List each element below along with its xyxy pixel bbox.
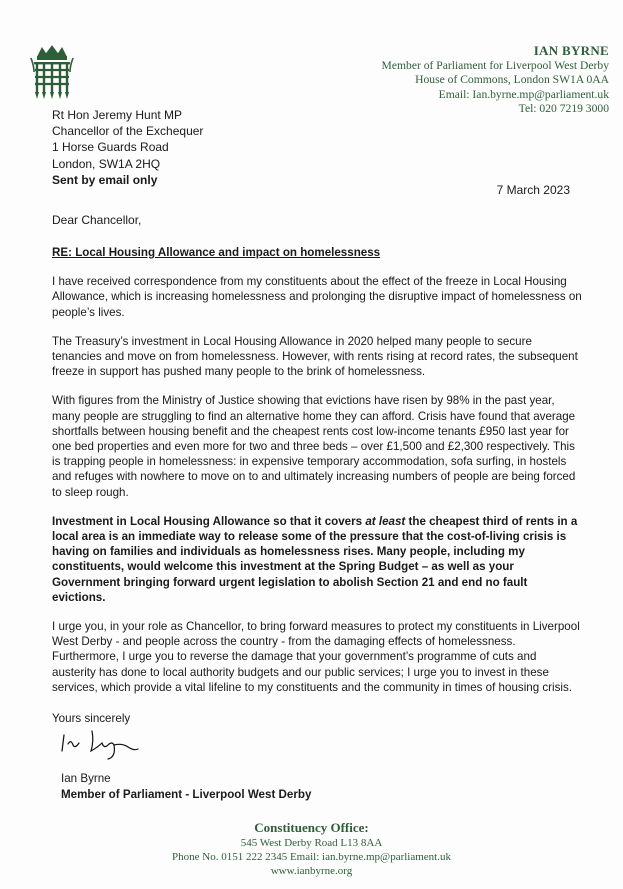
footer-heading: Constituency Office:	[254, 820, 369, 835]
recipient-line: Rt Hon Jeremy Hunt MP	[52, 108, 183, 122]
sender-role: Member of Parliament for Liverpool West Derby	[381, 58, 609, 72]
signoff-block	[61, 771, 311, 803]
sender-tel: Tel: 020 7219 3000	[518, 102, 609, 116]
signoff-name: Ian Byrne	[61, 772, 111, 785]
footer-contact[interactable]: Phone No. 0151 222 2345 Email: ian.byrne.mp@parliament.uk	[172, 851, 451, 863]
constituency-office-footer	[0, 819, 623, 878]
paragraph-2: The Treasury’s investment in Local Housing Allowance in 2020 helped many people to secure tenancies and move on from homelessness. However, with rents rising at record rates, the subsequent freeze in support has pushed many people to the brink of homelessness.	[52, 334, 578, 379]
paragraph-1: I have received correspondence from my constituents about the effect of the freeze in Local Housing Allowance, which is increasing homelessness and prolonging the disruptive impact of homelessness on people’s lives.	[52, 275, 582, 319]
salutation: Dear Chancellor,	[52, 213, 142, 227]
paragraph-3: With figures from the Ministry of Justice showing that evictions have risen by 98% in the past year, many people are struggling to find an alternative home they can afford. Crisis have found that average shortfalls between housing benefit and the cheapest rents cost low-income tenants £950 last year for one bed properties and even more for two and three beds – over £1,500 and £2,300 respectively. This is trapping people in homelessness: in expensive temporary accommodation, sofa surfing, in hostels and refuges with nowhere to move on to and ultimately increasing numbers of people are being forced to sleep rough.	[52, 394, 576, 499]
recipient-line: London, SW1A 2HQ	[52, 156, 161, 171]
paragraph-4-start: Investment in Local Housing Allowance so that it covers	[52, 514, 366, 528]
footer-address: 545 West Derby Road L13 8AA	[240, 837, 383, 849]
subject-line: RE: Local Housing Allowance and impact on homelessness	[52, 246, 381, 259]
paragraph-4	[52, 514, 582, 605]
sender-block	[382, 44, 609, 117]
recipient-address	[52, 107, 203, 188]
paragraph-4-emphasis: at least	[365, 514, 406, 528]
recipient-line: Chancellor of the Exchequer	[52, 124, 204, 139]
letter-date: 7 March 2023	[496, 183, 570, 197]
footer-website[interactable]: www.ianbyrne.org	[270, 865, 353, 877]
portcullis-icon	[28, 44, 76, 102]
delivery-note: Sent by email only	[52, 172, 158, 187]
paragraph-4-end: the cheapest third of rents in a local area is an immediate way to release some of the pressure that the cost-of-living crisis is having on families and individuals as homelessness rises. Many people, including my constituents, would welcome this investment at the Spring Budget – as well as your Government bringing forward urgent legislation to abolish Section 21 and end no fault evictions.	[52, 514, 578, 604]
closing: Yours sincerely	[52, 712, 131, 725]
signoff-title: Member of Parliament - Liverpool West Derby	[61, 788, 312, 801]
paragraph-5: I urge you, in your role as Chancellor, to bring forward measures to protect my constituents in Liverpool West Derby - and people across the country - from the damaging effects of homelessness. Furthermore, I urge you to reverse the damage that your government’s programme of cuts and austerity has done to local authority budgets and our public services; I urge you to invest in these services, which provide a vital lifeline to my constituents and the community in times of housing crisis.	[52, 620, 580, 694]
letter-body	[52, 245, 582, 709]
sender-email[interactable]: Email: Ian.byrne.mp@parliament.uk	[438, 87, 609, 101]
sender-name: IAN BYRNE	[533, 43, 609, 58]
sender-address: House of Commons, London SW1A 0AA	[415, 73, 609, 87]
recipient-line: 1 Horse Guards Road	[52, 140, 169, 155]
handwritten-signature	[58, 727, 142, 761]
